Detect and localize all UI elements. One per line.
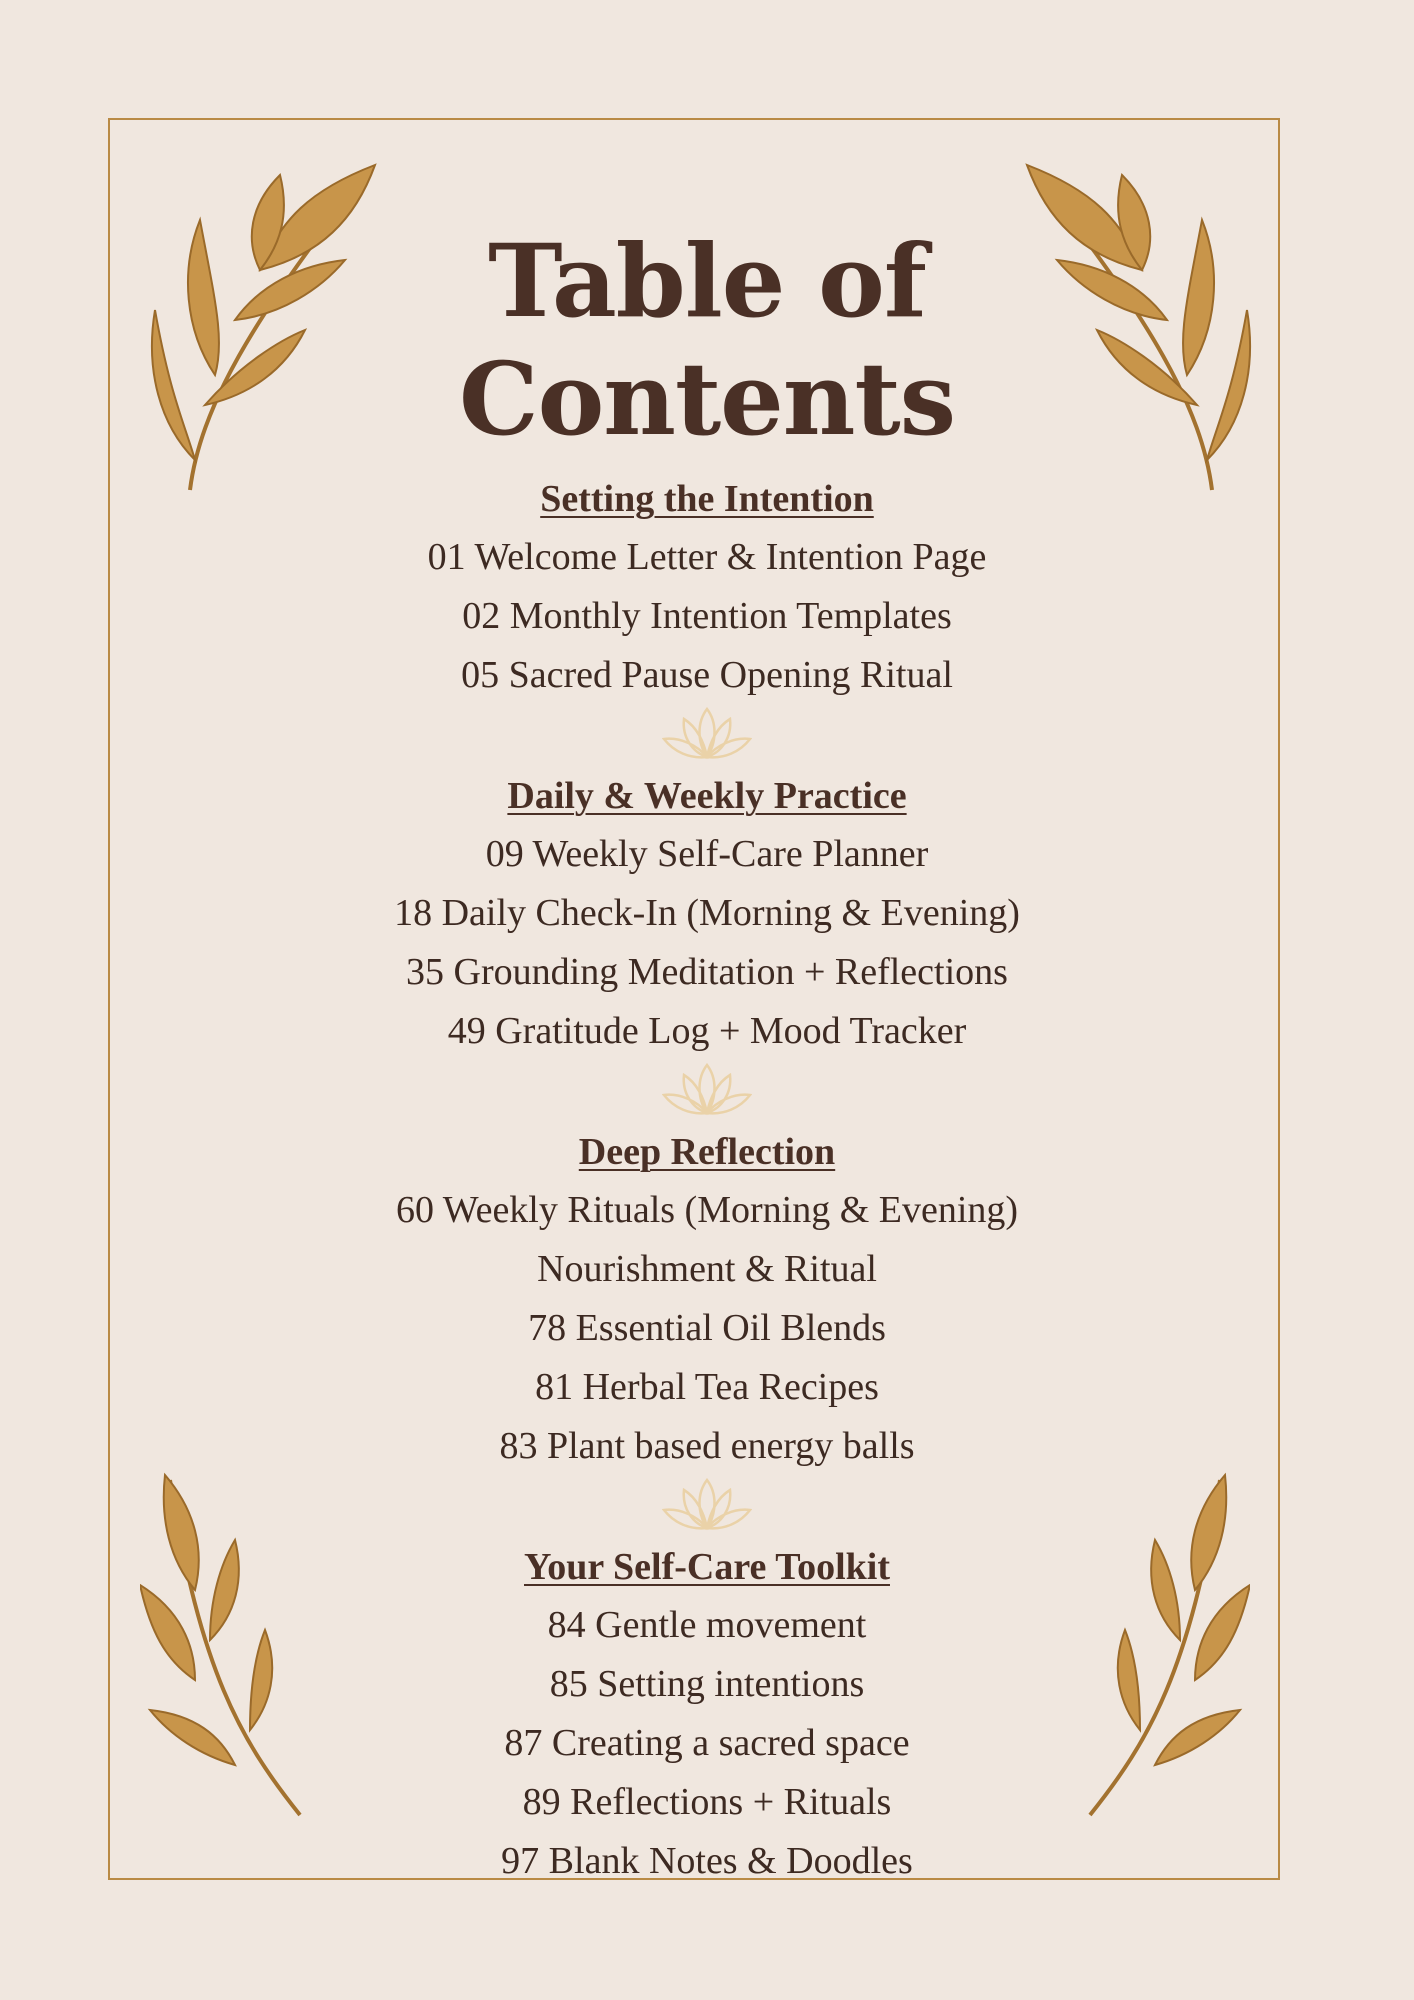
lotus-icon: [662, 707, 752, 763]
section-heading: Daily & Weekly Practice: [507, 775, 907, 817]
toc-entry: 49 Gratitude Log + Mood Tracker: [447, 1010, 967, 1052]
table-of-contents: [0, 470, 1414, 1891]
lotus-icon: [662, 1478, 752, 1534]
page-title-line1: Table of: [488, 222, 926, 340]
toc-entry: 89 Reflections + Rituals: [522, 1781, 892, 1823]
toc-entry: 78 Essential Oil Blends: [528, 1307, 886, 1349]
toc-entry: Nourishment & Ritual: [537, 1248, 877, 1290]
section-heading: Setting the Intention: [540, 478, 874, 520]
page-title: [0, 222, 1414, 458]
toc-entry: 60 Weekly Rituals (Morning & Evening): [395, 1189, 1019, 1231]
toc-entry: 35 Grounding Meditation + Reflections: [406, 951, 1008, 993]
toc-section: [0, 767, 1414, 1061]
toc-entry: 87 Creating a sacred space: [504, 1722, 910, 1764]
section-heading: Deep Reflection: [578, 1131, 836, 1173]
toc-section: [0, 470, 1414, 705]
toc-section: [0, 1123, 1414, 1476]
toc-entry: 01 Welcome Letter & Intention Page: [427, 536, 987, 578]
toc-entry: 85 Setting intentions: [549, 1663, 865, 1705]
page-title-line2: Contents: [458, 340, 955, 458]
toc-entry: 83 Plant based energy balls: [499, 1425, 915, 1467]
toc-entry: 84 Gentle movement: [547, 1604, 867, 1646]
toc-entry: 18 Daily Check-In (Morning & Evening): [394, 892, 1020, 934]
toc-entry: 81 Herbal Tea Recipes: [535, 1366, 879, 1408]
toc-entry: 09 Weekly Self-Care Planner: [485, 833, 929, 875]
toc-entry: 97 Blank Notes & Doodles: [501, 1840, 913, 1882]
section-heading: Your Self-Care Toolkit: [524, 1546, 890, 1588]
toc-entry: 05 Sacred Pause Opening Ritual: [461, 654, 953, 696]
toc-section: [0, 1538, 1414, 1891]
toc-entry: 02 Monthly Intention Templates: [462, 595, 952, 637]
lotus-icon: [662, 1063, 752, 1119]
